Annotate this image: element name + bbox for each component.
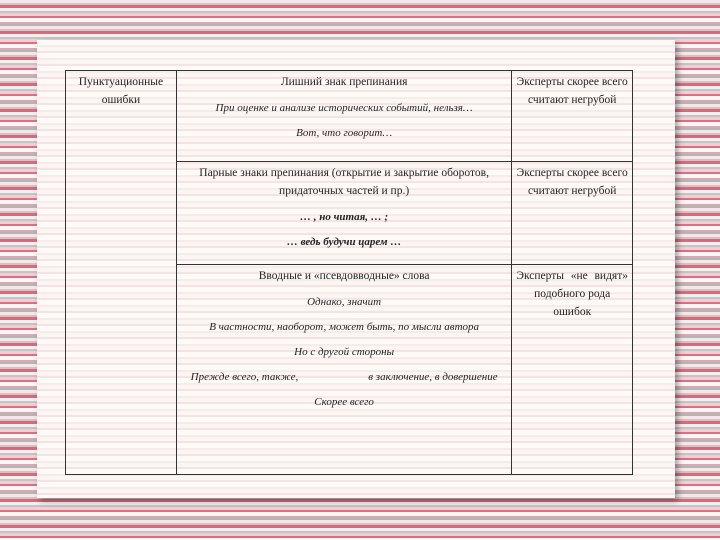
example-text: Вот, что говорит…: [296, 126, 393, 139]
example-text: Но с другой стороны: [294, 345, 395, 358]
example-text: В частности, наоборот, может быть, по мысли автора: [209, 320, 480, 333]
example-text: Однако, значит: [307, 295, 382, 308]
verdict-cell: [512, 265, 633, 475]
rule-cell: [176, 265, 511, 475]
verdict-text: подобного рода ошибок: [534, 287, 611, 318]
punctuation-errors-table: [65, 70, 633, 475]
rule-cell: [176, 162, 511, 265]
example-part: в заключение, в довершение: [368, 370, 498, 383]
table-row: [66, 71, 633, 162]
example-text: … ведь будучи царем …: [286, 235, 402, 248]
rule-cell: [176, 71, 511, 162]
slide: [37, 40, 675, 498]
rule-heading: Парные знаки препинания (открытие и закрытие оборотов, придаточных частей и пр.): [199, 167, 489, 197]
example-part: Прежде всего, также,: [190, 370, 299, 383]
category-label: Пунктуационные ошибки: [78, 76, 164, 106]
example-text: … , но читая, … ;: [300, 210, 389, 223]
category-cell: [66, 71, 177, 475]
verdict-text: Эксперты скорее всего считают негрубой: [516, 167, 628, 197]
example-text: [181, 369, 507, 386]
verdict-cell: [512, 162, 633, 265]
rule-heading: Лишний знак препинания: [280, 76, 408, 88]
example-text: Скорее всего: [314, 396, 374, 408]
rule-heading: Вводные и «псевдовводные» слова: [258, 270, 430, 282]
verdict-cell: [512, 71, 633, 162]
verdict-text: Эксперты «не видят»: [516, 270, 628, 282]
verdict-text: Эксперты скорее всего считают негрубой: [516, 76, 628, 106]
example-text: При оценке и анализе исторических событий, нельзя…: [215, 101, 473, 114]
